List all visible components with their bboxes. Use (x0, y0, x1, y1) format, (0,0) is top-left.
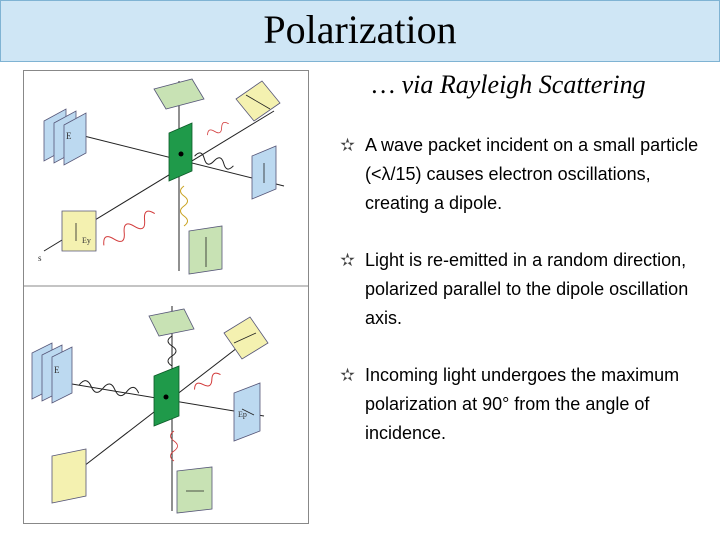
bullet-text: Incoming light undergoes the maximum polarization at 90° from the angle of incidence. (365, 365, 680, 443)
top-scattered-wave (194, 152, 235, 170)
top-dipole-dot (179, 152, 184, 157)
scattering-diagram (24, 71, 308, 523)
slide-subtitle: … via Rayleigh Scattering (372, 70, 646, 99)
top-s-label: s (38, 253, 42, 263)
bullet-item (340, 246, 700, 333)
top-panel (38, 79, 284, 274)
bottom-yellow-left-plane (52, 449, 86, 503)
rayleigh-scattering-figure (23, 70, 309, 524)
star-bullet-icon: ✫ (340, 250, 356, 270)
bottom-e-label: E (54, 365, 60, 375)
bottom-bottom-green-plane (177, 467, 212, 513)
top-yellow-plane (236, 81, 280, 121)
bottom-panel (32, 306, 268, 513)
top-ey-label: Ey (82, 236, 91, 245)
star-bullet-icon: ✫ (340, 365, 356, 385)
incident-planes (44, 109, 86, 165)
bottom-incident-wave (79, 380, 140, 398)
slide-title: Polarization (263, 7, 457, 52)
top-incident-wave (101, 208, 158, 250)
top-e-label: E (66, 131, 72, 141)
top-red-small-wave (206, 121, 230, 138)
top-bottom-green-plane (189, 226, 222, 274)
star-bullet-icon: ✫ (340, 135, 356, 155)
top-yellow-left-plane (62, 211, 96, 251)
bullet-text: Light is re-emitted in a random direction, polarized parallel to the dipole oscillation axis. (365, 250, 689, 328)
bullet-text: A wave packet incident on a small particle (<λ/15) causes electron oscillations, creating a dipole. (365, 135, 699, 213)
top-down-wave (181, 186, 188, 226)
bottom-incident-planes (32, 343, 72, 403)
top-green-plane (154, 79, 204, 109)
bullet-item (340, 361, 700, 448)
bottom-green-plane (149, 309, 194, 336)
bottom-ep-label: Ep (238, 410, 247, 419)
bullet-item (340, 131, 700, 218)
bottom-dipole-dot (164, 395, 169, 400)
bottom-red-wave (193, 371, 223, 393)
